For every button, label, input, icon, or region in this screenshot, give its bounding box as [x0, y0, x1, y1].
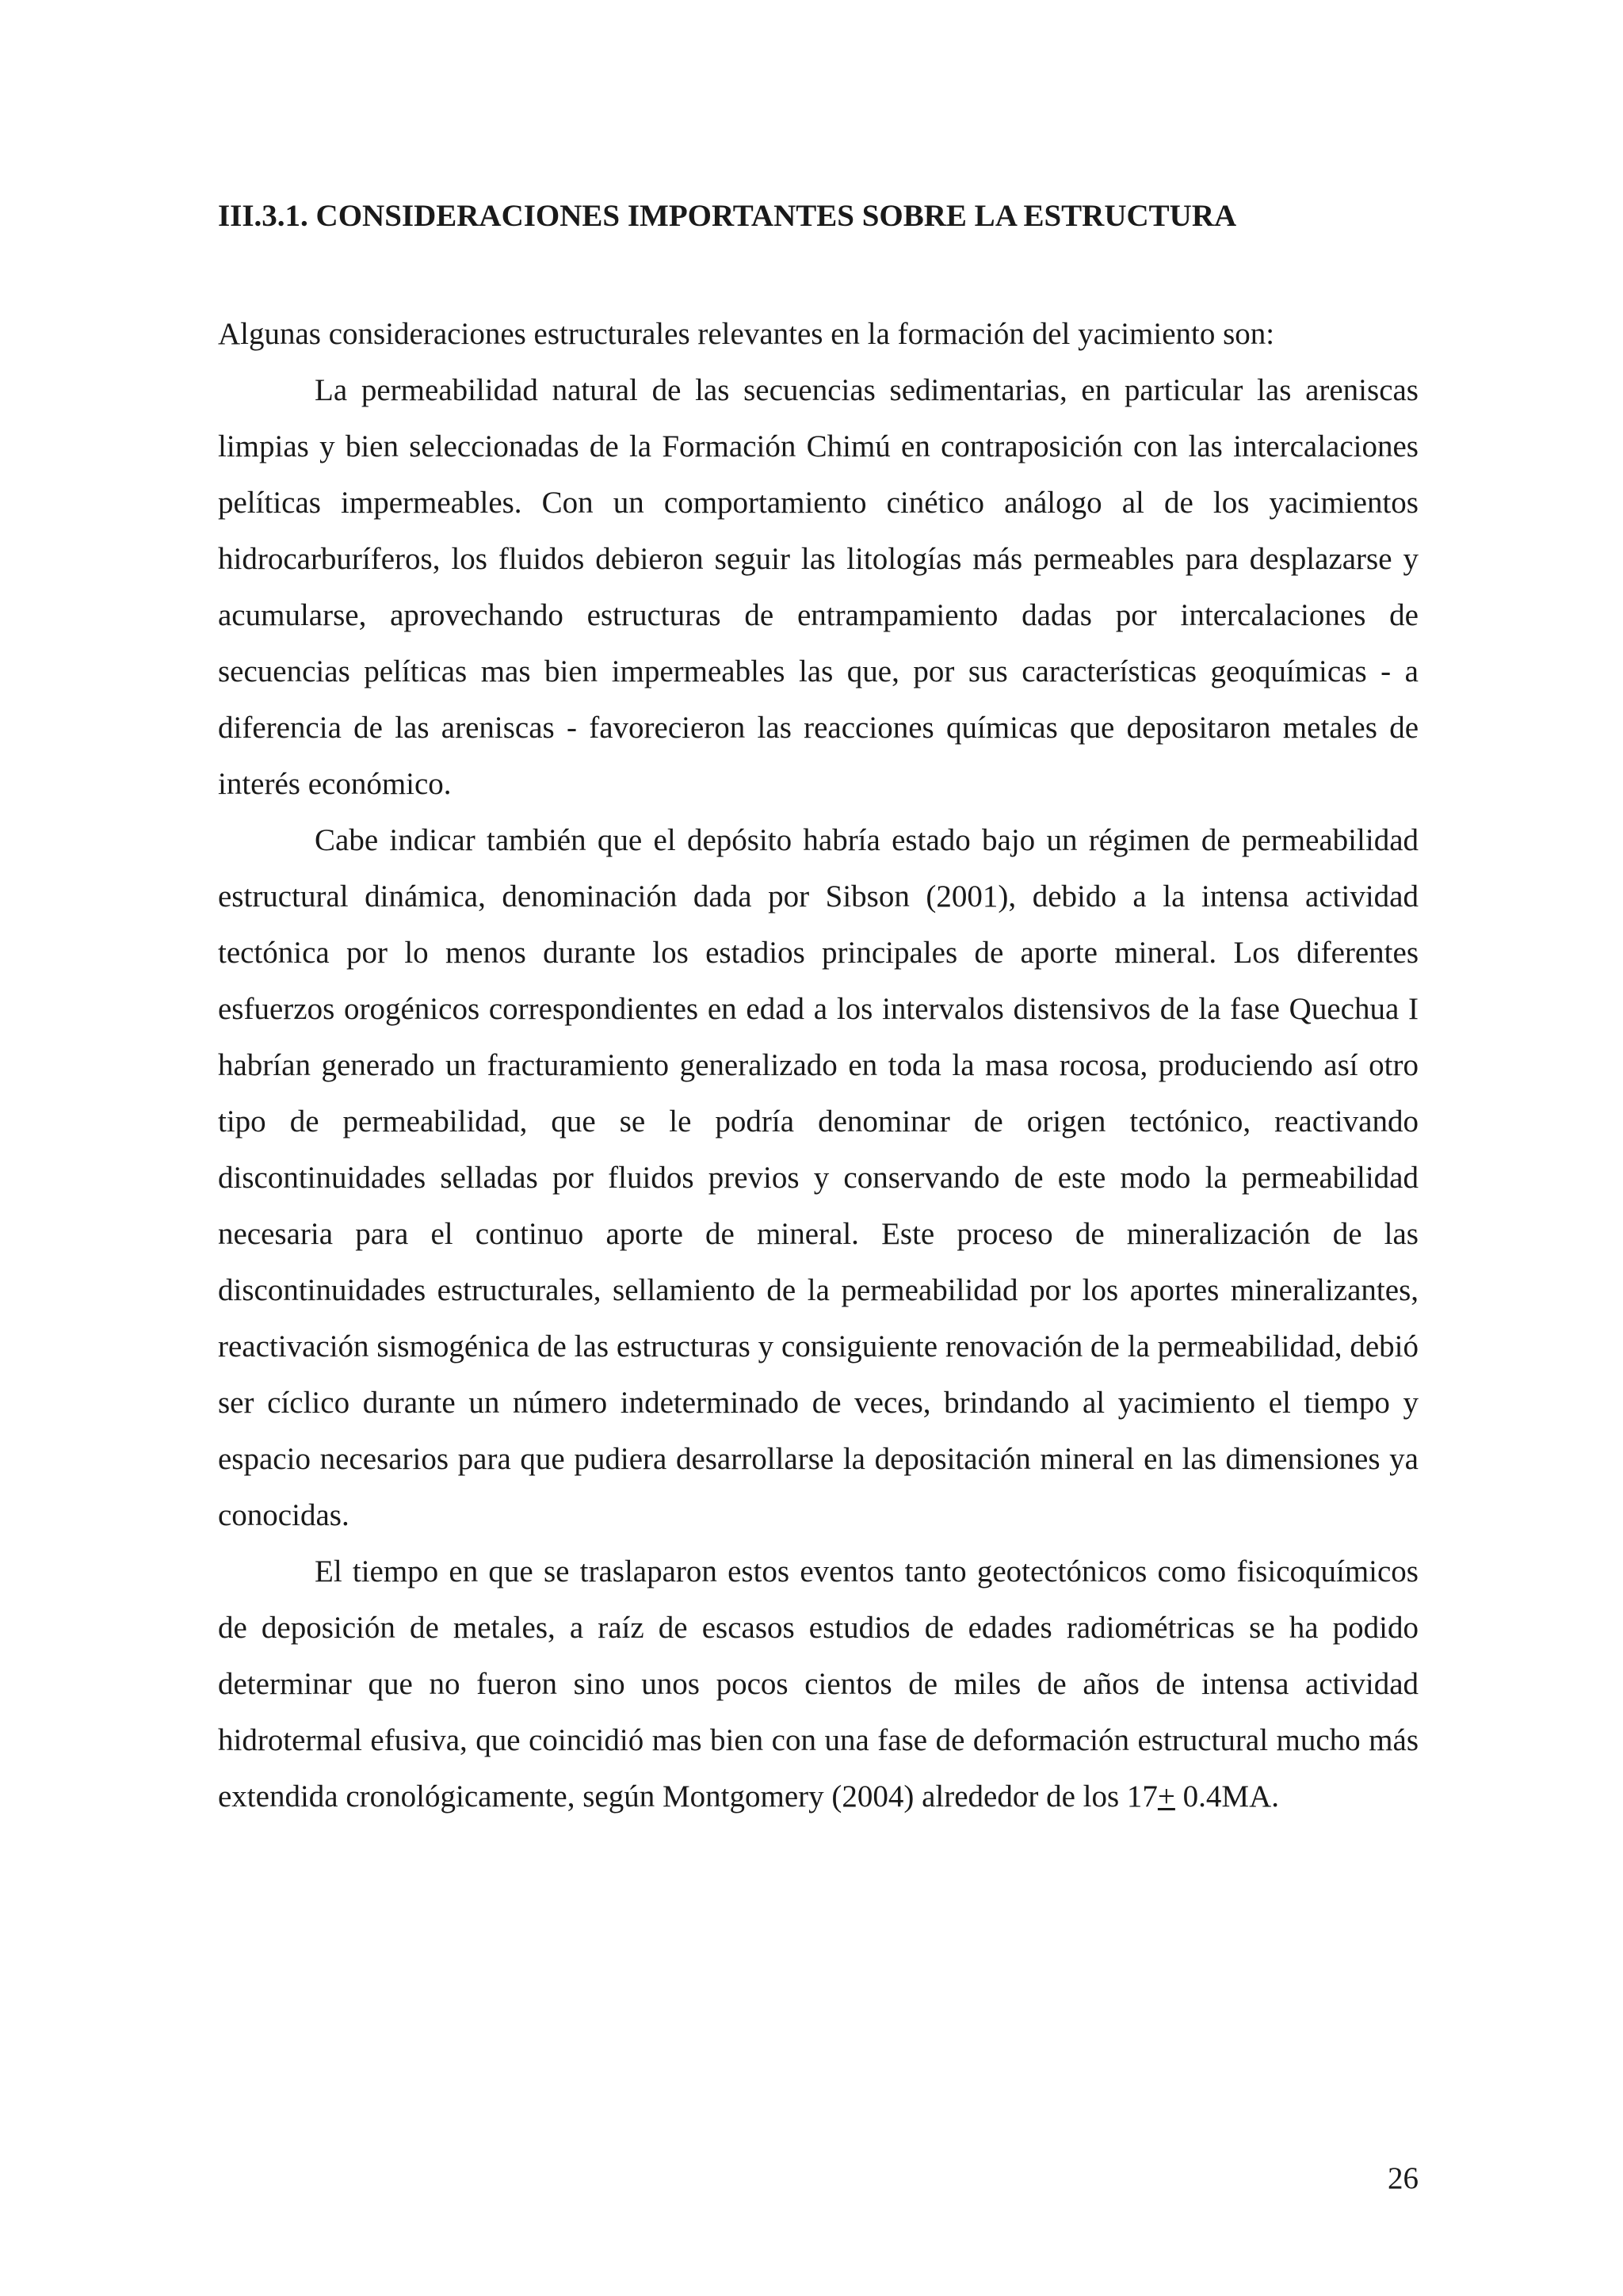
- plus-minus-sign: +: [1157, 1779, 1175, 1814]
- paragraph-timing: [218, 1543, 1419, 1825]
- section-heading: III.3.1. CONSIDERACIONES IMPORTANTES SOBRE LA ESTRUCTURA: [218, 199, 1237, 233]
- paragraph-timing-text: El tiempo en que se traslaparon estos eventos tanto geotectónicos como fisicoquímicos de deposición de metales, a raíz de escasos estudios de edades radiométricas se ha podido determinar que no fueron sino unos pocos cientos de miles de años de intensa actividad hidrotermal efusiva, que coincidió mas bien con una fase de deformación estructural mucho más extendida cronológicamente, según Montgomery (2004) alrededor de los 17: [218, 1554, 1419, 1814]
- paragraph-structural-permeability: Cabe indicar también que el depósito habría estado bajo un régimen de permeabilidad estructural dinámica, denominación dada por Sibson (2001), debido a la intensa actividad tectónica por lo menos durante los estadios principales de aporte mineral. Los diferentes esfuerzos orogénicos correspondientes en edad a los intervalos distensivos de la fase Quechua I habrían generado un fracturamiento generalizado en toda la masa rocosa, produciendo así otro tipo de permeabilidad, que se le podría denominar de origen tectónico, reactivando discontinuidades selladas por fluidos previos y conservando de este modo la permeabilidad necesaria para el continuo aporte de mineral. Este proceso de mineralización de las discontinuidades estructurales, sellamiento de la permeabilidad por los aportes mineralizantes, reactivación sismogénica de las estructuras y consiguiente renovación de la permeabilidad, debió ser cíclico durante un número indeterminado de veces, brindando al yacimiento el tiempo y espacio necesarios para que pudiera desarrollarse la depositación mineral en las dimensiones ya conocidas.: [218, 823, 1419, 1532]
- body-text: [218, 362, 1419, 1825]
- paragraph-permeability: La permeabilidad natural de las secuencias sedimentarias, en particular las areniscas limpias y bien seleccionadas de la Formación Chimú en contraposición con las intercalaciones pelíticas impermeables. Con un comportamiento cinético análogo al de los yacimientos hidrocarburíferos, los fluidos debieron seguir las litologías más permeables para desplazarse y acumularse, aprovechando estructuras de entrampamiento dadas por intercalaciones de secuencias pelíticas mas bien impermeables las que, por sus características geoquímicas - a diferencia de las areniscas - favorecieron las reacciones químicas que depositaron metales de interés económico.: [218, 373, 1419, 801]
- page-number: 26: [1388, 2161, 1419, 2195]
- intro-sentence: Algunas consideraciones estructurales relevantes en la formación del yacimiento son:: [218, 317, 1275, 351]
- paragraph-timing-end: 0.4MA.: [1174, 1779, 1279, 1814]
